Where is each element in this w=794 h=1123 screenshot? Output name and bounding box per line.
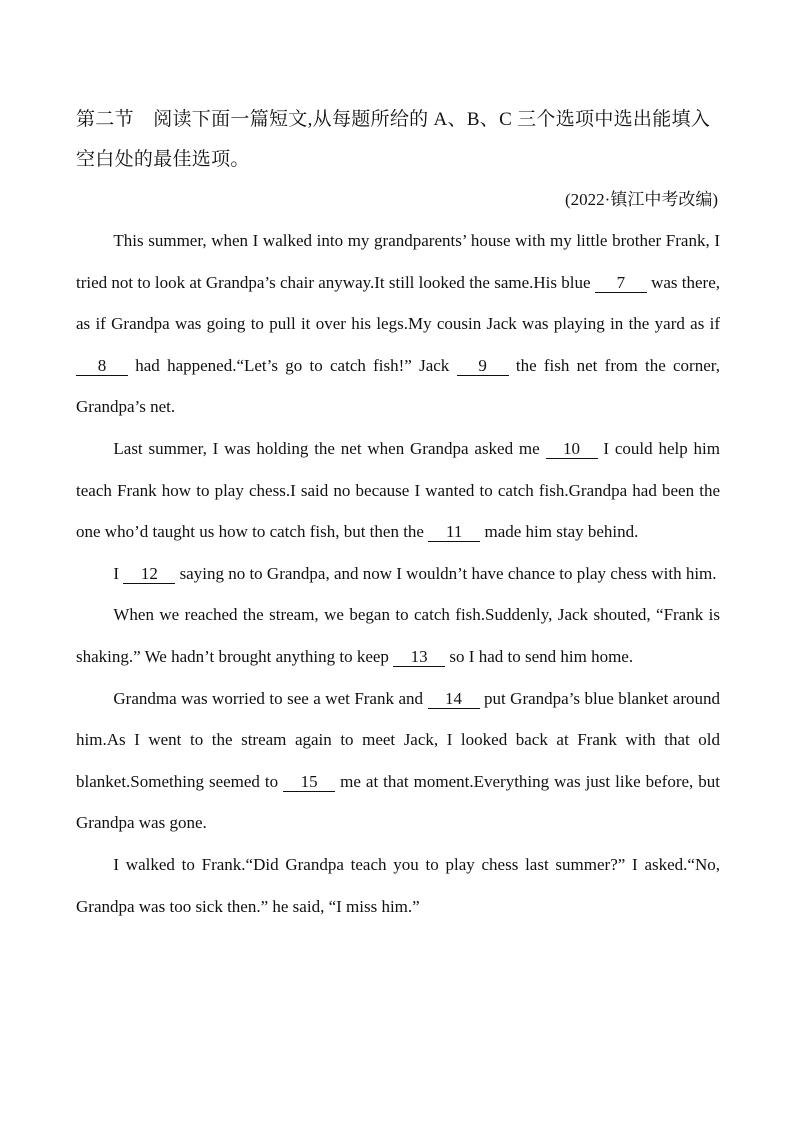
blank-10[interactable]: 10	[546, 440, 598, 459]
paragraph-1	[76, 220, 720, 428]
paragraph-6	[76, 844, 720, 927]
paragraph-text: I could help him teach Frank how to play chess.I said no because I wanted to catch fish.Grandpa had been the one who’d taught us how to catch fish, but then the	[76, 438, 720, 542]
blank-15[interactable]: 15	[283, 773, 335, 792]
paragraph-text: the fish net from the corner, Grandpa’s net.	[76, 355, 720, 417]
paragraph-text: When we reached the stream, we began to catch fish.Suddenly, Jack shouted, “Frank is shaking.” We hadn’t brought anything to keep	[76, 605, 720, 666]
paragraph-text: was there, as if Grandpa was going to pull it over his legs.My cousin Jack was playing in the yard as if	[76, 272, 720, 334]
paragraph-text: saying no to Grandpa, and now I wouldn’t have chance to play chess with him.	[175, 563, 717, 583]
paragraph-4	[76, 594, 720, 677]
blank-9[interactable]: 9	[457, 357, 509, 376]
blank-14[interactable]: 14	[428, 690, 480, 709]
paragraph-2	[76, 428, 720, 553]
section-heading: 第二节 阅读下面一篇短文,从每题所给的 A、B、C 三个选项中选出能填入空白处的最佳选项。	[76, 109, 711, 170]
paragraph-text: made him stay behind.	[480, 522, 639, 542]
paragraph-text: had happened.“Let’s go to catch fish!” Jack	[128, 355, 457, 375]
paragraph-text: Grandma was worried to see a wet Frank and	[113, 688, 428, 708]
blank-11[interactable]: 11	[428, 523, 480, 542]
paragraph-3	[76, 553, 720, 595]
paragraph-text: I	[113, 563, 124, 583]
paragraph-text: me at that moment.Everything was just like before, but Grandpa was gone.	[76, 771, 720, 833]
paragraph-5	[76, 678, 720, 844]
blank-7[interactable]: 7	[595, 274, 647, 293]
paragraph-text: I walked to Frank.“Did Grandpa teach you to play chess last summer?” I asked.“No, Grandpa was too sick then.” he said, “I miss him.”	[76, 854, 720, 916]
blank-8[interactable]: 8	[76, 357, 128, 376]
paragraph-text: so I had to send him home.	[445, 646, 634, 666]
source-note: (2022·镇江中考改编)	[565, 190, 718, 209]
blank-13[interactable]: 13	[393, 648, 445, 667]
paragraph-text: Last summer, I was holding the net when Grandpa asked me	[113, 438, 546, 458]
blank-12[interactable]: 12	[123, 565, 175, 584]
reading-passage	[76, 220, 720, 927]
paragraph-text: This summer, when I walked into my grandparents’ house with my little brother Frank, I tried not to look at Grandpa’s chair anyway.It still looked the same.His blue	[76, 231, 720, 292]
paragraph-text: put Grandpa’s blue blanket around him.As I went to the stream again to meet Jack, I looked back at Frank with that old blanket.Something seemed to	[76, 688, 720, 791]
